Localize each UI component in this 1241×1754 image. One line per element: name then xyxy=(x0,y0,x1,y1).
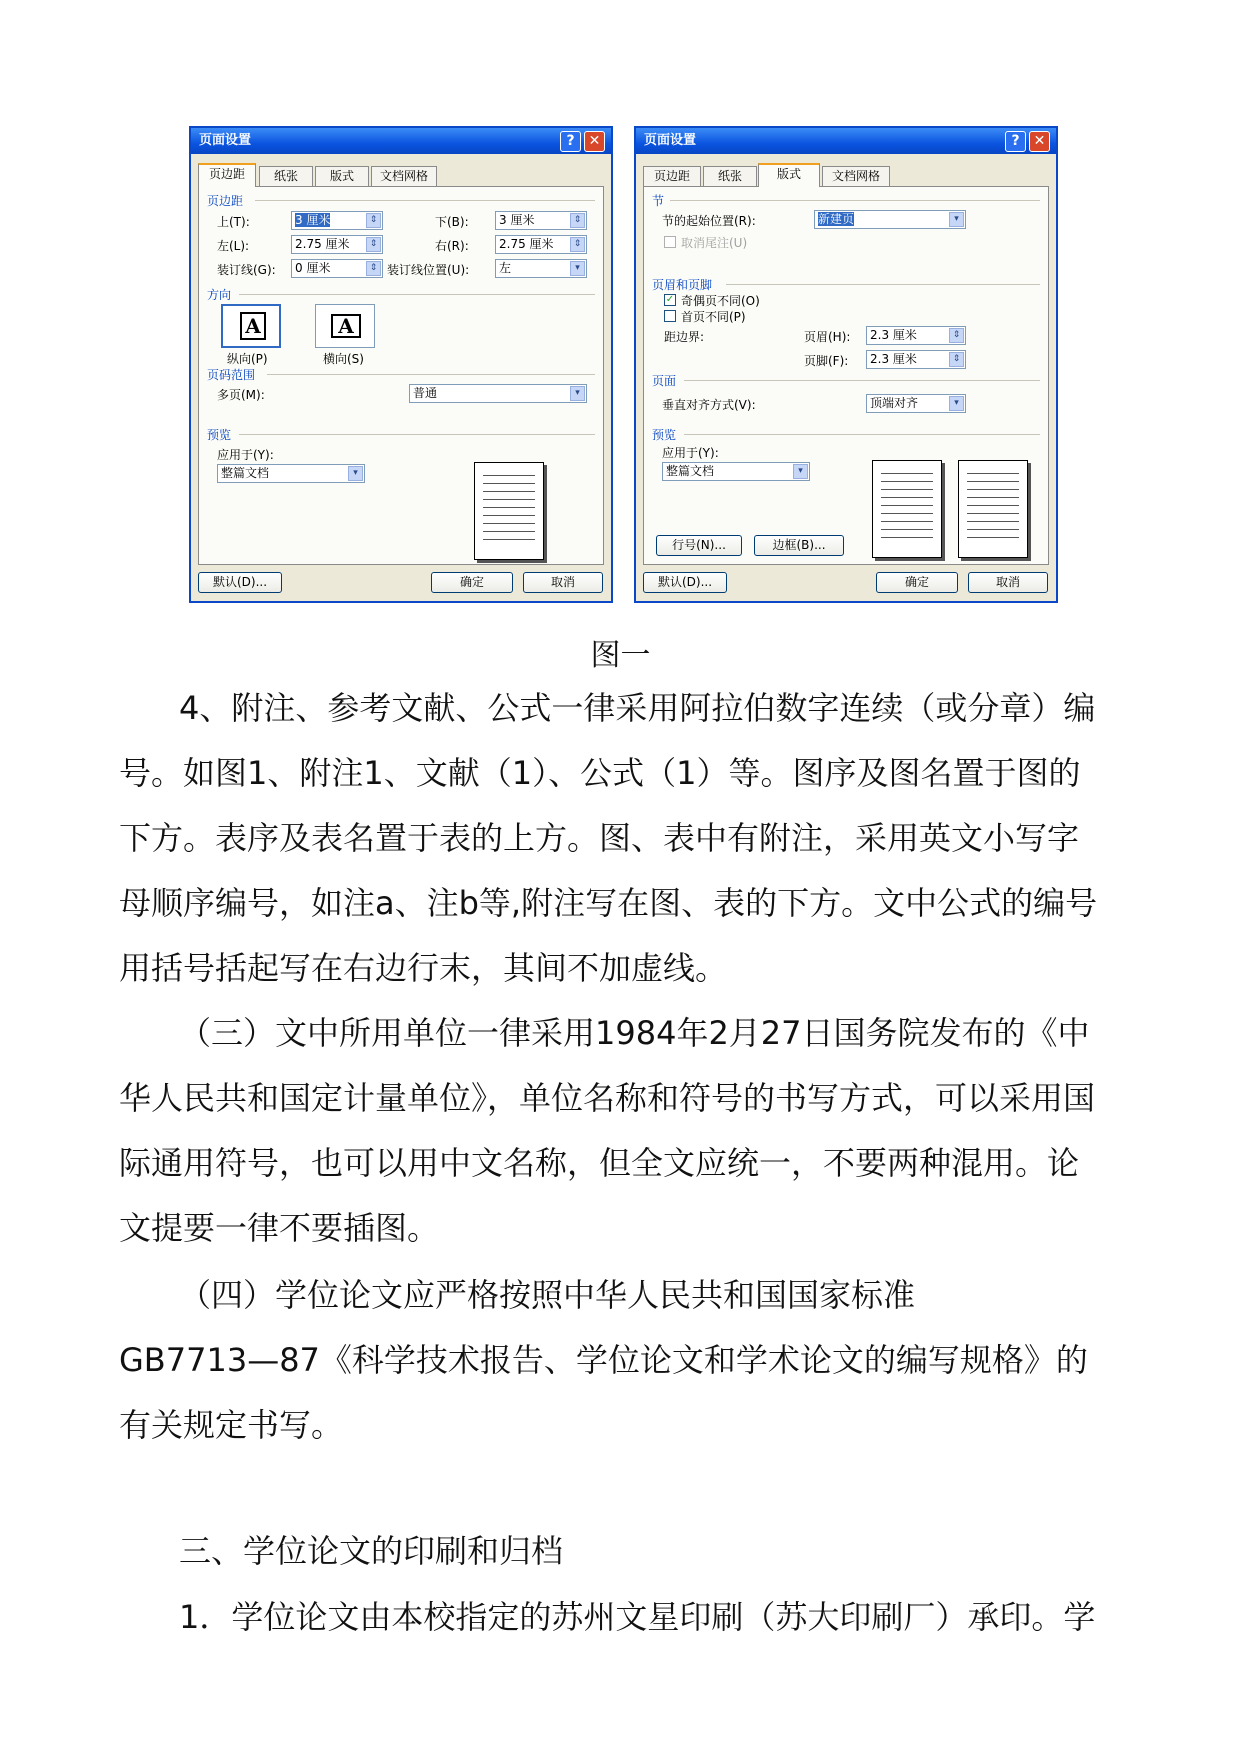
top-margin-value: 3 厘米 xyxy=(295,213,331,227)
vertical-alignment-label: 垂直对齐方式(V): xyxy=(662,398,756,412)
paragraph-numbering xyxy=(119,676,1129,1001)
spin-arrows-icon[interactable]: ⇕ xyxy=(366,261,381,276)
landscape-option[interactable] xyxy=(315,304,375,348)
section-pages: 页码范围 xyxy=(207,368,256,382)
spin-arrows-icon[interactable]: ⇕ xyxy=(366,213,381,228)
close-button[interactable]: ✕ xyxy=(1029,131,1050,152)
first-page-label: 首页不同(P) xyxy=(681,310,746,324)
apply-to-label: 应用于(Y): xyxy=(217,448,274,462)
vertical-alignment-select[interactable]: 顶端对齐 ▾ xyxy=(866,394,966,413)
spin-arrows-icon[interactable]: ⇕ xyxy=(570,213,585,228)
section-margins: 页边距 xyxy=(207,194,244,208)
tab-paper[interactable]: 纸张 xyxy=(259,166,313,186)
landscape-page-icon: A xyxy=(331,314,361,338)
tab-layout[interactable]: 版式 xyxy=(315,166,369,186)
borders-button[interactable]: 边框(B)... xyxy=(754,535,844,556)
heading-line: 三、学位论文的印刷和归档 xyxy=(179,1532,564,1570)
default-button[interactable]: 默认(D)... xyxy=(643,572,727,593)
gutter-input[interactable]: 0 厘米 ⇕ xyxy=(291,259,383,278)
figure-caption: 图一 xyxy=(590,638,651,673)
top-label: 上(T): xyxy=(217,215,250,229)
cancel-button[interactable]: 取消 xyxy=(968,572,1048,593)
section-section: 节 xyxy=(652,194,665,208)
section-preview: 预览 xyxy=(652,428,677,442)
suppress-endnotes-label: 取消尾注(U) xyxy=(681,236,748,250)
left-label: 左(L): xyxy=(217,239,250,253)
preview-page-right xyxy=(958,460,1028,558)
chevron-down-icon[interactable]: ▾ xyxy=(570,261,585,276)
tab-margins[interactable]: 页边距 xyxy=(643,166,701,186)
spin-arrows-icon[interactable]: ⇕ xyxy=(570,237,585,252)
spin-arrows-icon[interactable]: ⇕ xyxy=(366,237,381,252)
section-start-label: 节的起始位置(R): xyxy=(662,214,756,228)
bottom-label: 下(B): xyxy=(435,215,469,229)
section-headers-footers: 页眉和页脚 xyxy=(652,278,713,292)
close-button[interactable]: ✕ xyxy=(584,131,605,152)
portrait-option[interactable] xyxy=(221,304,281,348)
preview-page-left xyxy=(872,460,942,558)
gutter-position-select[interactable]: 左 ▾ xyxy=(495,259,587,278)
tab-document-grid[interactable]: 文档网格 xyxy=(822,166,890,186)
section-start-select[interactable] xyxy=(814,210,966,229)
tab-layout[interactable]: 版式 xyxy=(758,163,820,187)
text-line: 1．学位论文由本校指定的苏州文星印刷（苏大印刷厂）承印。学 xyxy=(179,1598,1096,1636)
apply-to-label: 应用于(Y): xyxy=(662,446,719,460)
preview-page xyxy=(474,462,544,560)
line-numbers-button[interactable]: 行号(N)... xyxy=(656,535,742,556)
footer-distance-input[interactable]: 2.3 厘米 ⇕ xyxy=(866,350,966,369)
section-orientation: 方向 xyxy=(207,288,232,302)
help-button[interactable]: ? xyxy=(1005,131,1026,152)
page-setup-dialog-layout xyxy=(634,126,1058,603)
text-line: （三）文中所用单位一律采用1984年2月27日国务院发布的《中 xyxy=(179,1014,1090,1052)
gutter-position-label: 装订线位置(U): xyxy=(387,263,470,277)
text-line: 用括号括起写在右边行末，其间不加虚线。 xyxy=(119,949,728,987)
paragraph-printing xyxy=(119,1585,1129,1650)
bottom-margin-input[interactable]: 3 厘米 ⇕ xyxy=(495,211,587,230)
right-margin-input[interactable]: 2.75 厘米 ⇕ xyxy=(495,235,587,254)
odd-even-label: 奇偶页不同(O) xyxy=(681,294,760,308)
dialog-title: 页面设置 xyxy=(191,128,611,154)
left-margin-input[interactable]: 2.75 厘米 ⇕ xyxy=(291,235,383,254)
section-heading xyxy=(119,1519,1129,1584)
page-setup-dialog-margins xyxy=(189,126,613,603)
help-button[interactable]: ? xyxy=(560,131,581,152)
footer-distance-label: 页脚(F): xyxy=(804,354,849,368)
header-distance-label: 页眉(H): xyxy=(804,330,851,344)
suppress-endnotes-checkbox[interactable] xyxy=(664,236,676,248)
tab-paper[interactable]: 纸张 xyxy=(703,166,757,186)
section-page: 页面 xyxy=(652,374,677,388)
ok-button[interactable]: 确定 xyxy=(876,572,958,593)
section-start-value: 新建页 xyxy=(818,212,855,226)
chevron-down-icon[interactable]: ▾ xyxy=(949,396,964,411)
text-line: （四）学位论文应严格按照中华人民共和国国家标准 xyxy=(179,1276,916,1314)
paragraph-units xyxy=(119,1001,1129,1261)
multiple-pages-select[interactable]: 普通 ▾ xyxy=(409,384,587,403)
cancel-button[interactable]: 取消 xyxy=(523,572,603,593)
text-line: 下方。表序及表名置于表的上方。图、表中有附注，采用英文小写字 xyxy=(119,819,1080,857)
portrait-label: 纵向(P) xyxy=(227,352,268,366)
chevron-down-icon[interactable]: ▾ xyxy=(570,386,585,401)
default-button[interactable]: 默认(D)... xyxy=(198,572,282,593)
tab-margins[interactable]: 页边距 xyxy=(198,163,256,187)
apply-to-select[interactable]: 整篇文档 ▾ xyxy=(662,462,810,481)
multiple-pages-label: 多页(M): xyxy=(217,388,265,402)
text-line: 母顺序编号，如注a、注b等,附注写在图、表的下方。文中公式的编号 xyxy=(119,884,1098,922)
text-line: 际通用符号，也可以用中文名称，但全文应统一，不要两种混用。论 xyxy=(119,1144,1080,1182)
text-line: 有关规定书写。 xyxy=(119,1406,344,1444)
portrait-page-icon: A xyxy=(240,312,266,340)
text-line: GB7713—87《科学技术报告、学位论文和学术论文的编写规格》的 xyxy=(119,1341,1088,1379)
spin-arrows-icon[interactable]: ⇕ xyxy=(949,352,964,367)
right-label: 右(R): xyxy=(435,239,469,253)
chevron-down-icon[interactable]: ▾ xyxy=(348,466,363,481)
paragraph-standard xyxy=(119,1263,1129,1458)
landscape-label: 横向(S) xyxy=(323,352,364,366)
text-line: 号。如图1、附注1、文献（1）、公式（1）等。图序及图名置于图的 xyxy=(119,754,1081,792)
ok-button[interactable]: 确定 xyxy=(431,572,513,593)
from-edge-label: 距边界: xyxy=(664,330,705,344)
apply-to-select[interactable]: 整篇文档 ▾ xyxy=(217,464,365,483)
dialog-title: 页面设置 xyxy=(636,128,1056,154)
header-distance-input[interactable]: 2.3 厘米 ⇕ xyxy=(866,326,966,345)
first-page-checkbox[interactable] xyxy=(664,310,676,322)
spin-arrows-icon[interactable]: ⇕ xyxy=(949,328,964,343)
chevron-down-icon[interactable]: ▾ xyxy=(793,464,808,479)
top-margin-input[interactable] xyxy=(291,211,383,230)
gutter-label: 装订线(G): xyxy=(217,263,276,277)
text-line: 华人民共和国定计量单位》，单位名称和符号的书写方式，可以采用国 xyxy=(119,1079,1096,1117)
text-line: 4、附注、参考文献、公式一律采用阿拉伯数字连续（或分章）编 xyxy=(179,689,1096,727)
tab-document-grid[interactable]: 文档网格 xyxy=(371,166,437,186)
text-line: 文提要一律不要插图。 xyxy=(119,1209,440,1247)
section-preview: 预览 xyxy=(207,428,232,442)
odd-even-checkbox[interactable]: ✓ xyxy=(665,294,675,305)
chevron-down-icon[interactable]: ▾ xyxy=(949,212,964,227)
